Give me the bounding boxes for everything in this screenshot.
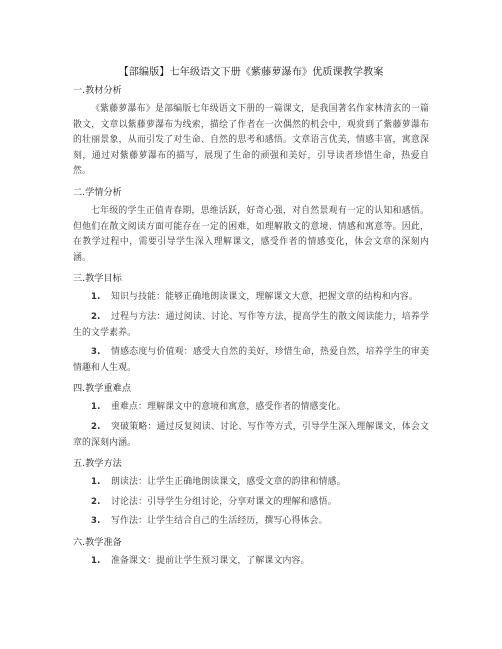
list-item-text: 准备课文：提前让学生预习课文，了解课文内容。: [111, 555, 310, 566]
list-item: [73, 310, 429, 341]
list-item-number: 2.: [91, 496, 101, 507]
list-item-text: 重难点：理解课文中的意境和寓意，感受作者的情感变化。: [111, 402, 346, 413]
list-item-text: 突破策略：通过反复阅读、讨论、写作等方式，引导学生深入理解课文，体会文章的深刻内涵。: [73, 421, 429, 448]
section-paragraph: 《紫藤萝瀑布》是部编版七年级语文下册的一篇课文，是我国著名作家林清玄的一篇散文，文章以紫藤萝瀑布为线索，描绘了作者在一次偶然的机会中，观赏到了紫藤萝瀑布的壮丽景象，从而引发了对生命、自然的思考和感悟。文章语言优美，情感丰富，寓意深刻，通过对紫藤萝瀑布的描写，展现了生命的顽强和美好，引导读者珍惜生命，热爱自然。: [73, 104, 429, 177]
list-item: [73, 400, 429, 416]
list-item: [73, 420, 429, 451]
list-item: [73, 475, 429, 491]
list-item: [73, 514, 429, 530]
section-heading: 三.教学目标: [73, 273, 122, 285]
section-heading: 二.学情分析: [73, 186, 122, 198]
document-body: [73, 84, 429, 575]
section-paragraph: 七年级的学生正值青春期，思维活跃，好奇心强，对自然景观有一定的认知和感悟。但他们在散文阅读方面可能存在一定的困难，如理解散文的意境、情感和寓意等。因此，在教学过程中，需要引导学生深入理解课文，感受作者的情感变化，体会文章的深刻内涵。: [73, 205, 429, 263]
list-item-number: 1.: [91, 555, 101, 566]
list-item-number: 3.: [91, 347, 101, 358]
document-title: 【部编版】七年级语文下册《紫藤萝瀑布》优质课教学教案: [118, 67, 384, 78]
section-heading: 一.教材分析: [73, 85, 122, 96]
list-item-text: 情感态度与价值观：感受大自然的美好，珍惜生命，热爱自然，培养学生的审美情趣和人生观。: [73, 347, 429, 373]
list-item-number: 1.: [91, 402, 101, 413]
list-item-number: 3.: [91, 516, 101, 527]
list-item: [73, 495, 429, 511]
list-item: [73, 345, 429, 376]
section-heading: 四.教学重难点: [73, 383, 132, 395]
list-item-number: 1.: [91, 292, 101, 303]
list-item-text: 过程与方法：通过阅读、讨论、写作等方法，提高学生的散文阅读能力，培养学生的文学素养。: [73, 311, 429, 338]
list-item-number: 2.: [91, 421, 101, 432]
list-item-text: 讨论法：引导学生分组讨论，分享对课文的理解和感悟。: [111, 496, 337, 507]
list-item-text: 写作法：让学生结合自己的生活经历，撰写心得体会。: [111, 516, 328, 527]
list-item: [73, 290, 429, 306]
section-heading: 六.教学准备: [73, 536, 122, 548]
list-item-number: 1.: [91, 477, 101, 488]
list-item-text: 知识与技能：能够正确地朗读课文，理解课文大意，把握文章的结构和内容。: [111, 292, 418, 303]
list-item-text: 朗读法：让学生正确地朗读课文，感受文章的韵律和情感。: [111, 477, 346, 488]
section-heading: 五.教学方法: [73, 458, 122, 470]
list-item-number: 2.: [91, 311, 101, 322]
list-item: [73, 554, 429, 570]
